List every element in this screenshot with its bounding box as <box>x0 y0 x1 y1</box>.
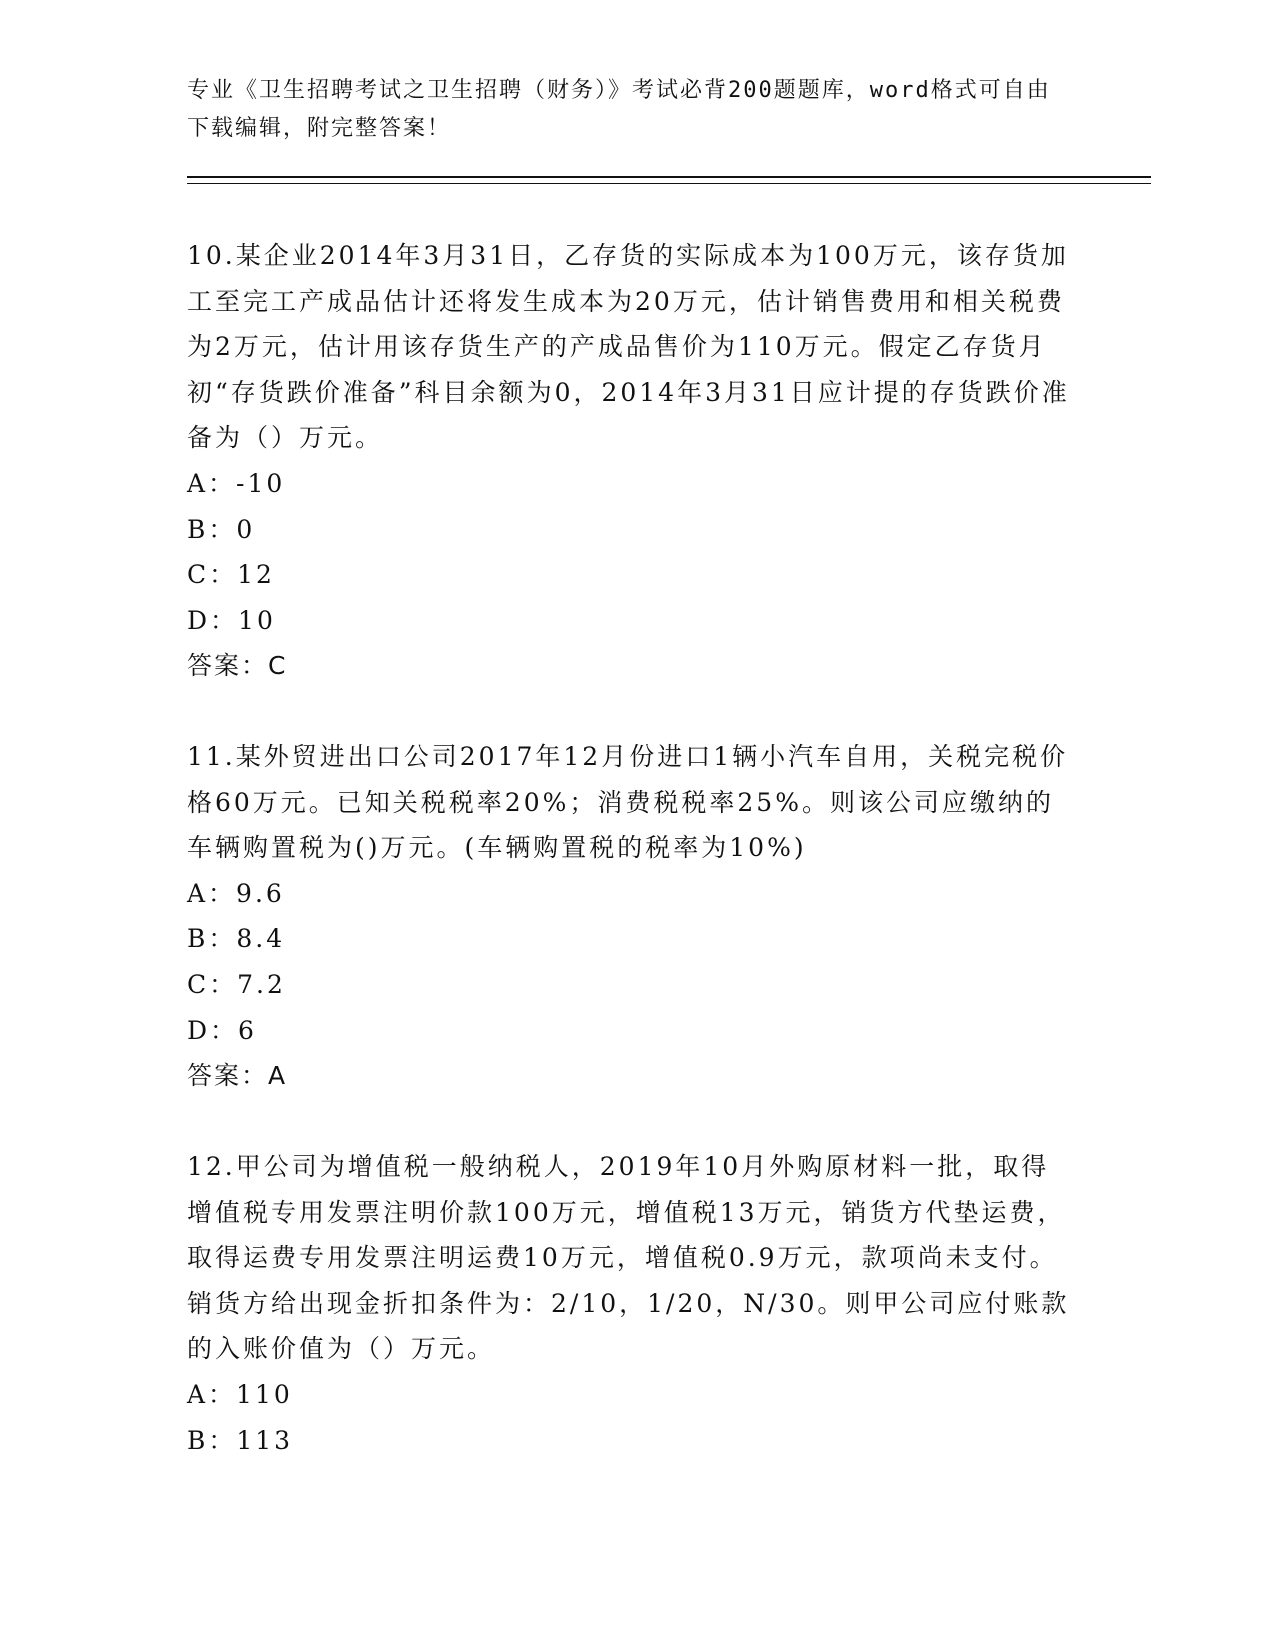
option-d: D：6 <box>187 1015 257 1045</box>
question-12 <box>187 1144 1077 1463</box>
header-divider-thick <box>187 176 1151 178</box>
option-d: D：10 <box>187 605 276 635</box>
option-b: B：113 <box>187 1425 294 1455</box>
option-c: C：7.2 <box>187 969 286 999</box>
header-divider-thin <box>187 183 1151 184</box>
question-stem: 11.某外贸进出口公司2017年12月份进口1辆小汽车自用，关税完税价格60万元。已知关税税率20%；消费税税率25%。则该公司应缴纳的车辆购置税为()万元。(车辆购置税的税率为10%) <box>187 742 1069 863</box>
option-b: B：0 <box>187 514 256 544</box>
option-c: C：12 <box>187 560 275 590</box>
answer-line: 答案：C <box>187 651 288 681</box>
question-11 <box>187 734 1077 1099</box>
option-a: A：-10 <box>187 468 286 498</box>
answer-line: 答案：A <box>187 1061 288 1091</box>
option-a: A：110 <box>187 1379 293 1409</box>
question-10 <box>187 233 1077 689</box>
option-b: B：8.4 <box>187 924 286 954</box>
option-a: A：9.6 <box>187 878 285 908</box>
question-stem: 12.甲公司为增值税一般纳税人，2019年10月外购原材料一批，取得增值税专用发票注明价款100万元，增值税13万元，销货方代垫运费，取得运费专用发票注明运费10万元，增值税0.9万元，款项尚未支付。销货方给出现金折扣条件为：2/10，1/20，N/30。则甲公司应付账款的入账价值为（）万元。 <box>187 1152 1070 1364</box>
document-header: 专业《卫生招聘考试之卫生招聘（财务）》考试必背200题题库，word格式可自由下载编辑，附完整答案！ <box>187 78 1051 141</box>
question-stem: 10.某企业2014年3月31日，乙存货的实际成本为100万元，该存货加工至完工产成品估计还将发生成本为20万元，估计销售费用和相关税费为2万元，估计用该存货生产的产成品售价为110万元。假定乙存货月初“存货跌价准备”科目余额为0，2014年3月31日应计提的存货跌价准备为（）万元。 <box>187 241 1070 453</box>
